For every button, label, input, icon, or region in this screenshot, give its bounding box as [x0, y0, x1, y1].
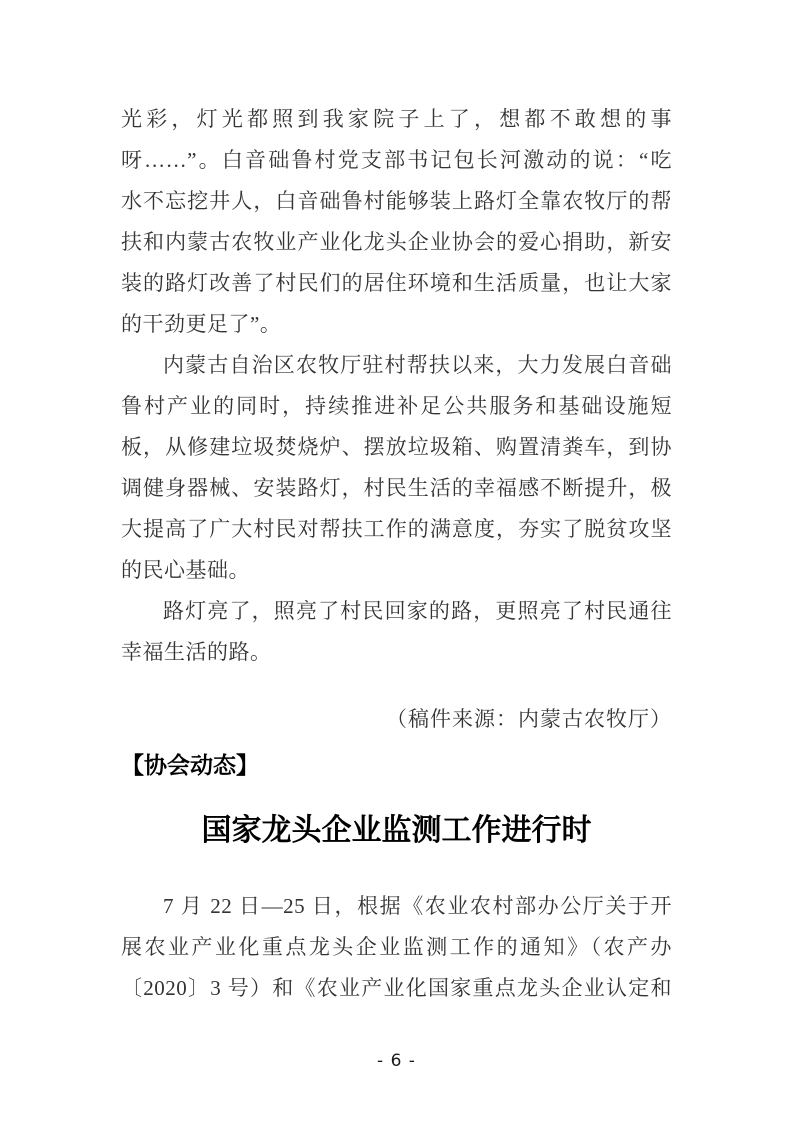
paragraph-line: 光彩，灯光都照到我家院子上了，想都不敢想的事: [121, 107, 672, 131]
paragraph-line: 路灯亮了，照亮了村民回家的路，更照亮了村民通往: [163, 599, 672, 623]
paragraph-line: 呀……”。白音础鲁村党支部书记包长河激动的说：“吃: [121, 148, 672, 172]
paragraph-line: 调健身器械、安装路灯，村民生活的幸福感不断提升，极: [121, 476, 672, 500]
paragraph-line: 扶和内蒙古农牧业产业化龙头企业协会的爱心捐助，新安: [121, 230, 672, 254]
paragraph-line: 幸福生活的路。: [121, 640, 272, 664]
paragraph-line: 〔2020〕3 号）和《农业产业化国家重点龙头企业认定和: [121, 976, 672, 1000]
paragraph-line: 大提高了广大村民对帮扶工作的满意度，夯实了脱贫攻坚: [121, 517, 672, 541]
source-credit: （稿件来源：内蒙古农牧厅）: [386, 707, 672, 731]
paragraph-line: 的干劲更足了”。: [121, 312, 282, 336]
section-header: 【协会动态】: [121, 752, 259, 778]
paragraph-line: 内蒙古自治区农牧厅驻村帮扶以来，大力发展白音础: [163, 353, 672, 377]
page-number: - 6 -: [377, 1051, 416, 1071]
paragraph-line: 板，从修建垃圾焚烧炉、摆放垃圾箱、购置清粪车，到协: [121, 435, 672, 459]
paragraph-line: 鲁村产业的同时，持续推进补足公共服务和基础设施短: [121, 394, 672, 418]
paragraph-line: 7 月 22 日—25 日，根据《农业农村部办公厅关于开: [163, 894, 672, 918]
paragraph-line: 的民心基础。: [121, 558, 250, 582]
paragraph-line: 展农业产业化重点龙头企业监测工作的通知》（农产办: [121, 935, 672, 959]
paragraph-line: 水不忘挖井人，白音础鲁村能够装上路灯全靠农牧厅的帮: [121, 189, 672, 213]
article-title: 国家龙头企业监测工作进行时: [201, 814, 592, 847]
paragraph-line: 装的路灯改善了村民们的居住环境和生活质量，也让大家: [121, 271, 672, 295]
